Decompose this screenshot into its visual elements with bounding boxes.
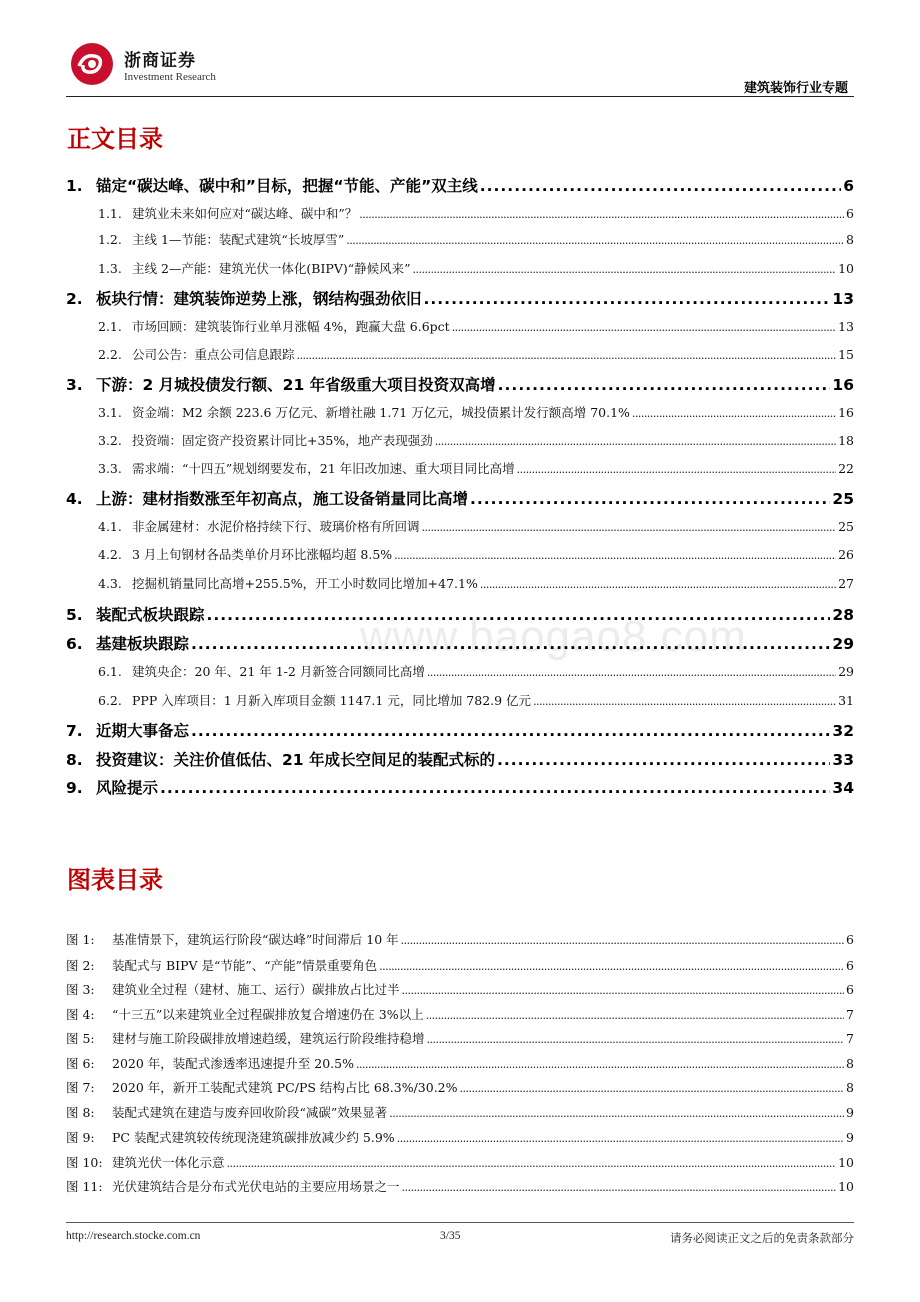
toc-number: 4. bbox=[66, 490, 83, 508]
toc-section[interactable] bbox=[66, 517, 854, 535]
toc-leader bbox=[191, 722, 830, 740]
toc-number: 3.1. bbox=[98, 405, 122, 420]
header-divider bbox=[66, 96, 854, 97]
figure-leader bbox=[402, 1181, 837, 1194]
figure-entry[interactable] bbox=[66, 1078, 854, 1096]
toc-number: 1.1. bbox=[98, 206, 122, 221]
toc-label: 建筑央企：20 年、21 年 1-2 月新签合同额同比高增 bbox=[132, 664, 425, 679]
figure-entry[interactable] bbox=[66, 1029, 854, 1047]
toc-page: 25 bbox=[832, 490, 854, 508]
toc-label: 板块行情：建筑装饰逆势上涨，钢结构强劲依旧 bbox=[96, 290, 422, 308]
toc-page: 6 bbox=[846, 206, 854, 221]
figure-number: 图 8: bbox=[66, 1105, 95, 1120]
toc-number: 2. bbox=[66, 290, 83, 308]
toc-number: 4.3. bbox=[98, 576, 122, 591]
footer-url[interactable]: http://research.stocke.com.cn bbox=[66, 1230, 201, 1242]
toc-page: 27 bbox=[838, 576, 854, 591]
toc-label: 3 月上旬钢材各品类单价月环比涨幅均超 8.5% bbox=[132, 547, 393, 562]
figure-label: 装配式与 BIPV 是“节能”、“产能”情景重要角色 bbox=[112, 958, 378, 973]
figure-leader bbox=[427, 1033, 845, 1046]
toc-section[interactable] bbox=[66, 545, 854, 563]
figure-label: 建筑业全过程（建材、施工、运行）碳排放占比过半 bbox=[112, 982, 400, 997]
figure-leader bbox=[227, 1157, 837, 1170]
toc-title: 正文目录 bbox=[67, 125, 163, 153]
toc-chapter[interactable] bbox=[66, 776, 854, 798]
toc-leader bbox=[160, 779, 830, 797]
toc-leader bbox=[480, 177, 841, 195]
toc-section[interactable] bbox=[66, 431, 854, 449]
figure-entry[interactable] bbox=[66, 956, 854, 974]
toc-section[interactable] bbox=[66, 317, 854, 335]
toc-label: 装配式板块跟踪 bbox=[96, 606, 205, 624]
toc-page: 6 bbox=[843, 177, 854, 195]
toc-number: 1.2. bbox=[98, 232, 122, 247]
toc-label: 非金属建材：水泥价格持续下行、玻璃价格有所回调 bbox=[132, 519, 420, 534]
toc-section[interactable] bbox=[66, 574, 854, 592]
toc-leader bbox=[297, 349, 837, 362]
toc-chapter[interactable] bbox=[66, 719, 854, 741]
toc-number: 6.1. bbox=[98, 664, 122, 679]
figure-leader bbox=[401, 934, 844, 947]
figure-number: 图 3: bbox=[66, 982, 95, 997]
toc-page: 16 bbox=[838, 405, 854, 420]
figure-leader bbox=[460, 1082, 845, 1095]
toc-label: 挖掘机销量同比高增+255.5%，开工小时数同比增加+47.1% bbox=[132, 576, 478, 591]
toc-number: 2.1. bbox=[98, 319, 122, 334]
toc-leader bbox=[359, 208, 844, 221]
figure-label: 2020 年，装配式渗透率迅速提升至 20.5% bbox=[112, 1056, 354, 1071]
brand-subtitle: Investment Research bbox=[124, 71, 216, 83]
toc-number: 9. bbox=[66, 779, 83, 797]
toc-label: 风险提示 bbox=[96, 779, 159, 797]
toc-number: 5. bbox=[66, 606, 83, 624]
figure-number: 图 6: bbox=[66, 1056, 95, 1071]
figure-number: 图 4: bbox=[66, 1007, 95, 1022]
toc-label: 近期大事备忘 bbox=[96, 722, 190, 740]
toc-number: 6.2. bbox=[98, 693, 122, 708]
figure-page: 10 bbox=[838, 1155, 854, 1170]
toc-chapter[interactable] bbox=[66, 287, 854, 309]
toc-section[interactable] bbox=[66, 403, 854, 421]
figure-label: 2020 年，新开工装配式建筑 PC/PS 结构占比 68.3%/30.2% bbox=[112, 1080, 458, 1095]
toc-leader bbox=[632, 407, 836, 420]
figure-entry[interactable] bbox=[66, 1054, 854, 1072]
figure-label: 建筑光伏一体化示意 bbox=[112, 1155, 225, 1170]
report-type: 建筑装饰行业专题 bbox=[743, 81, 848, 96]
figure-label: PC 装配式建筑较传统现浇建筑碳排放减少约 5.9% bbox=[112, 1130, 395, 1145]
toc-page: 33 bbox=[832, 751, 854, 769]
figure-leader bbox=[379, 960, 844, 973]
toc-leader bbox=[498, 376, 831, 394]
figure-number: 图 5: bbox=[66, 1031, 95, 1046]
figure-label: “十三五”以来建筑业全过程碳排放复合增速仍在 3%以上 bbox=[112, 1007, 424, 1022]
toc-number: 3.3. bbox=[98, 461, 122, 476]
toc-page: 28 bbox=[832, 606, 854, 624]
toc-label: 基建板块跟踪 bbox=[96, 635, 190, 653]
toc-section[interactable] bbox=[66, 662, 854, 680]
figure-page: 8 bbox=[846, 1080, 854, 1095]
figure-page: 8 bbox=[846, 1056, 854, 1071]
figure-number: 图 2: bbox=[66, 958, 95, 973]
toc-page: 13 bbox=[838, 319, 854, 334]
toc-number: 1. bbox=[66, 177, 83, 195]
footer-disclaimer: 请务必阅读正文之后的免责条款部分 bbox=[670, 1231, 854, 1245]
toc-page: 26 bbox=[838, 547, 854, 562]
toc-chapter[interactable] bbox=[66, 748, 854, 770]
figure-number: 图 11: bbox=[66, 1179, 103, 1194]
figure-leader bbox=[426, 1009, 844, 1022]
figure-entry[interactable] bbox=[66, 1153, 854, 1171]
toc-section[interactable] bbox=[66, 230, 854, 248]
toc-label: 公司公告：重点公司信息跟踪 bbox=[132, 347, 295, 362]
toc-leader bbox=[497, 751, 830, 769]
toc-number: 4.2. bbox=[98, 547, 122, 562]
figure-entry[interactable] bbox=[66, 930, 854, 948]
toc-chapter[interactable] bbox=[66, 487, 854, 509]
zheshang-logo-icon bbox=[70, 42, 114, 86]
figure-label: 光伏建筑结合是分布式光伏电站的主要应用场景之一 bbox=[112, 1179, 400, 1194]
toc-leader bbox=[413, 263, 837, 276]
figure-entry[interactable] bbox=[66, 1177, 854, 1195]
brand-name: 浙商证券 bbox=[124, 51, 196, 71]
figure-entry[interactable] bbox=[66, 1005, 854, 1023]
figure-page: 6 bbox=[846, 932, 854, 947]
toc-section[interactable] bbox=[66, 459, 854, 477]
toc-label: 资金端：M2 余额 223.6 万亿元、新增社融 1.71 万亿元，城投债累计发行额高增 70.1% bbox=[132, 405, 630, 420]
figure-page: 7 bbox=[846, 1031, 854, 1046]
toc-leader bbox=[480, 578, 836, 591]
toc-number: 2.2. bbox=[98, 347, 122, 362]
figure-page: 6 bbox=[846, 958, 854, 973]
toc-leader bbox=[422, 521, 837, 534]
toc-number: 7. bbox=[66, 722, 83, 740]
toc-label: 锚定“碳达峰、碳中和”目标，把握“节能、产能”双主线 bbox=[96, 177, 478, 195]
toc-page: 15 bbox=[838, 347, 854, 362]
toc-label: 市场回顾：建筑装饰行业单月涨幅 4%，跑赢大盘 6.6pct bbox=[132, 319, 450, 334]
figure-leader bbox=[389, 1107, 844, 1120]
figure-entry[interactable] bbox=[66, 1128, 854, 1146]
figure-page: 7 bbox=[846, 1007, 854, 1022]
toc-number: 6. bbox=[66, 635, 83, 653]
watermark: www.baogao8.com bbox=[360, 612, 747, 661]
toc-label: 主线 2—产能：建筑光伏一体化(BIPV)“静候风来” bbox=[132, 261, 411, 276]
toc-label: 上游：建材指数涨至年初高点，施工设备销量同比高增 bbox=[96, 490, 469, 508]
toc-leader bbox=[424, 290, 831, 308]
figures-title: 图表目录 bbox=[67, 866, 163, 894]
footer-divider bbox=[66, 1222, 854, 1223]
figure-entry[interactable] bbox=[66, 1103, 854, 1121]
toc-chapter[interactable] bbox=[66, 174, 854, 196]
toc-number: 4.1. bbox=[98, 519, 122, 534]
toc-label: 建筑业未来如何应对“碳达峰、碳中和”？ bbox=[132, 206, 358, 221]
toc-chapter[interactable] bbox=[66, 632, 854, 654]
toc-label: 投资建议：关注价值低估、21 年成长空间足的装配式标的 bbox=[96, 751, 495, 769]
toc-page: 31 bbox=[838, 693, 854, 708]
figure-label: 基准情景下，建筑运行阶段“碳达峰”时间滞后 10 年 bbox=[112, 932, 399, 947]
figure-number: 图 9: bbox=[66, 1130, 95, 1145]
toc-leader bbox=[207, 606, 831, 624]
figure-number: 图 10: bbox=[66, 1155, 103, 1170]
toc-section[interactable] bbox=[66, 345, 854, 363]
toc-page: 22 bbox=[838, 461, 854, 476]
toc-page: 25 bbox=[838, 519, 854, 534]
toc-label: PPP 入库项目：1 月新入库项目金额 1147.1 元，同比增加 782.9 亿元 bbox=[132, 693, 532, 708]
figure-page: 9 bbox=[846, 1105, 854, 1120]
figure-leader bbox=[402, 984, 845, 997]
toc-label: 主线 1—节能：装配式建筑“长坡厚雪” bbox=[132, 232, 345, 247]
toc-number: 3.2. bbox=[98, 433, 122, 448]
toc-label: 投资端：固定资产投资累计同比+35%，地产表现强劲 bbox=[132, 433, 433, 448]
figure-label: 装配式建筑在建造与废弃回收阶段“减碳”效果显著 bbox=[112, 1105, 388, 1120]
page-number: 3/35 bbox=[440, 1230, 461, 1242]
toc-leader bbox=[452, 321, 836, 334]
figure-entry[interactable] bbox=[66, 980, 854, 998]
figure-label: 建材与施工阶段碳排放增速趋缓，建筑运行阶段维持稳增 bbox=[112, 1031, 425, 1046]
toc-leader bbox=[435, 435, 836, 448]
toc-section[interactable] bbox=[66, 691, 854, 709]
toc-page: 10 bbox=[838, 261, 854, 276]
toc-section[interactable] bbox=[66, 259, 854, 277]
toc-number: 3. bbox=[66, 376, 83, 394]
figure-leader bbox=[356, 1058, 844, 1071]
page-header bbox=[0, 0, 920, 100]
toc-label: 需求端：“十四五”规划纲要发布，21 年旧改加速、重大项目同比高增 bbox=[132, 461, 515, 476]
toc-page: 16 bbox=[832, 376, 854, 394]
toc-page: 32 bbox=[832, 722, 854, 740]
figure-page: 10 bbox=[838, 1179, 854, 1194]
figure-leader bbox=[397, 1132, 844, 1145]
toc-label: 下游：2 月城投债发行额、21 年省级重大项目投资双高增 bbox=[96, 376, 496, 394]
toc-leader bbox=[470, 490, 830, 508]
toc-page: 8 bbox=[846, 232, 854, 247]
toc-leader bbox=[346, 234, 844, 247]
figure-page: 6 bbox=[846, 982, 854, 997]
toc-section[interactable] bbox=[66, 204, 854, 222]
toc-page: 29 bbox=[838, 664, 854, 679]
toc-number: 8. bbox=[66, 751, 83, 769]
figure-page: 9 bbox=[846, 1130, 854, 1145]
toc-page: 29 bbox=[832, 635, 854, 653]
toc-page: 18 bbox=[838, 433, 854, 448]
toc-chapter[interactable] bbox=[66, 603, 854, 625]
toc-leader bbox=[191, 635, 830, 653]
toc-chapter[interactable] bbox=[66, 373, 854, 395]
figure-number: 图 7: bbox=[66, 1080, 95, 1095]
figure-number: 图 1: bbox=[66, 932, 95, 947]
toc-page: 13 bbox=[832, 290, 854, 308]
toc-leader bbox=[394, 549, 836, 562]
toc-leader bbox=[517, 463, 836, 476]
toc-leader bbox=[427, 666, 836, 679]
toc-number: 1.3. bbox=[98, 261, 122, 276]
toc-page: 34 bbox=[832, 779, 854, 797]
toc-leader bbox=[533, 695, 836, 708]
